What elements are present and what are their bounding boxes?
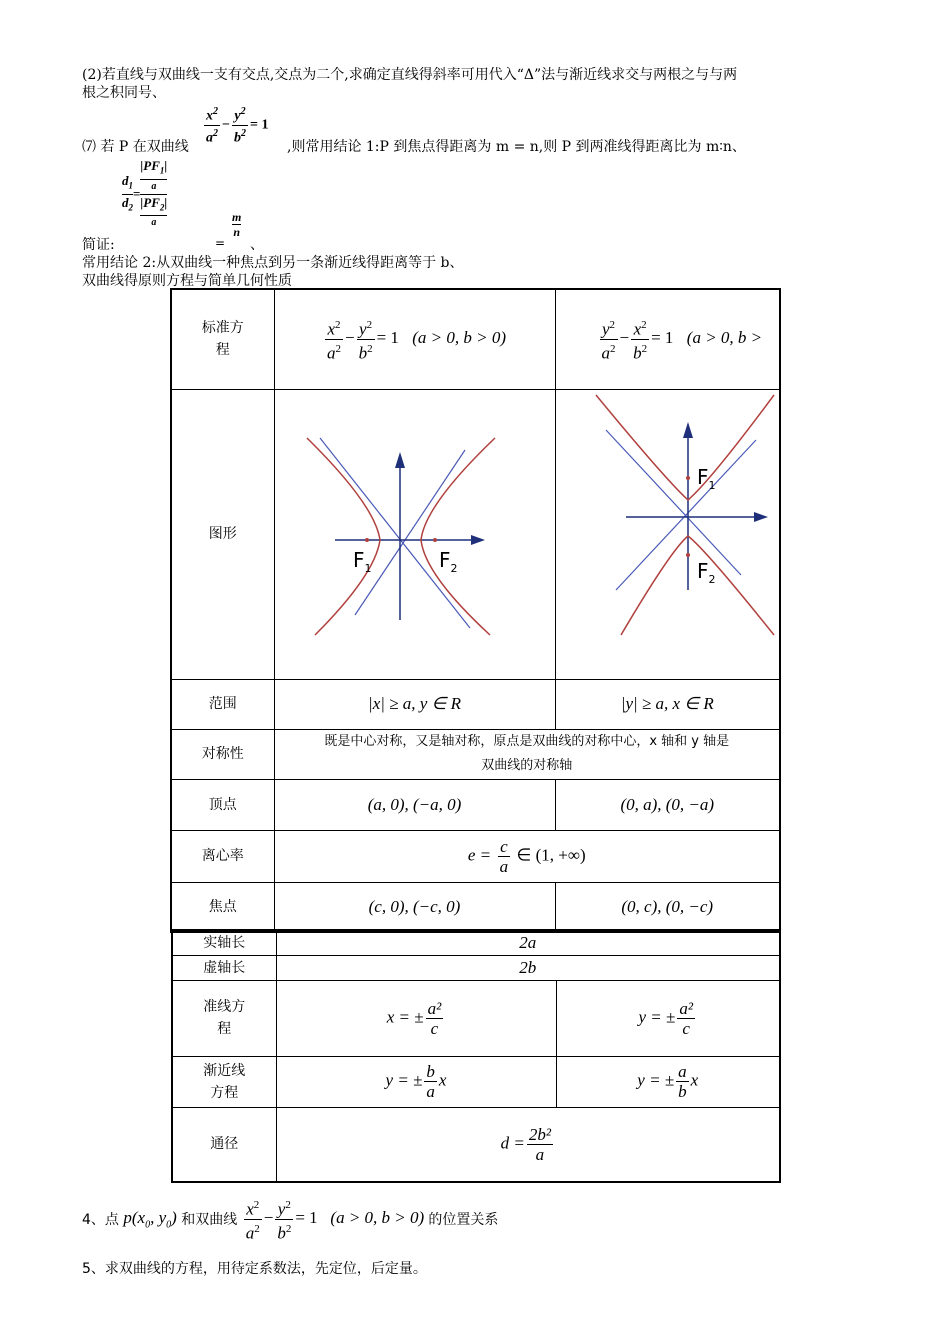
label-symmetry: 对称性 [171, 729, 274, 779]
p7-prefix: ⑺ 若 P 在双曲线 [82, 139, 189, 155]
asymptote-x: y = ± $\frac{b}{a}$ x [276, 1056, 556, 1107]
p7-suffix: ,则常用结论 1:P 到焦点得距离为 m = n,则 P 到两准线得距离比为 m∶n、 [287, 139, 746, 155]
directrix-y: y = ± $\frac{\text{a²}}{c}$ [556, 980, 780, 1056]
proof-label: 简证: [82, 237, 115, 253]
horizontal-hyperbola-graph [275, 390, 555, 675]
item-4: 4、点 $p(x_0$, $y_0$) 和双曲线 $\frac{x^2}{a^2}$ − $\frac{y^2}{b^2}$ = 1 (a > 0, b > 0) 的位置关系 [82, 1196, 498, 1242]
paragraph-2-line2: 根之积同号、 [82, 85, 166, 101]
vertex-y: (0, a), (0, −a) [555, 779, 780, 830]
lower-branch [621, 536, 774, 635]
label-figure: 图形 [171, 389, 274, 679]
right-branch [421, 438, 495, 635]
x-axis-arrow [471, 535, 485, 545]
hyperbola-properties-table [170, 288, 781, 933]
label-imag-axis: 虚轴长 [172, 955, 276, 980]
equation-x-axis: $\frac{x^2}{a^2}$ − $\frac{y^2}{b^2}$ = 1 (a > 0, b > 0) [274, 289, 555, 389]
row-directrix [172, 980, 780, 1056]
x-axis-arrow [754, 512, 768, 522]
y-axis-arrow [395, 452, 405, 468]
row-imag-axis [172, 955, 780, 980]
focus-f2-point [433, 538, 437, 542]
item4-equation: $\frac{x^2}{a^2}$ − $\frac{y^2}{b^2}$ = 1 (a > 0, b > 0) [242, 1208, 429, 1227]
row-symmetry [171, 729, 780, 779]
proof-equals: = [215, 236, 226, 250]
focus-f1-point [686, 476, 690, 480]
y-axis-arrow [683, 422, 693, 438]
asymptote-y: y = ± $\frac{a}{b}$ x [556, 1056, 780, 1107]
figure-horizontal-hyperbola [274, 389, 555, 679]
real-axis-value: 2a [276, 930, 780, 955]
focus-f1-point [365, 538, 369, 542]
focus-f2-label: $F_2$ [696, 558, 716, 586]
hyperbola-properties-table-2 [171, 929, 781, 1183]
label-directrix: 准线方 程 [172, 980, 276, 1056]
point-p: $p(x_0$, $y_0$) [123, 1207, 177, 1231]
row-latus [172, 1107, 780, 1182]
row-vertex [171, 779, 780, 830]
label-eccentricity: 离心率 [171, 830, 274, 882]
directrix-x: x = ± $\frac{\text{a²}}{c}$ [276, 980, 556, 1056]
row-standard-equation [171, 289, 780, 389]
asymptote-line-1 [320, 438, 470, 628]
focus-f1-label: $F_1$ [696, 464, 716, 492]
vertical-hyperbola-graph [556, 390, 780, 675]
focus-f2-point [686, 553, 690, 557]
conclusion-2: 常用结论 2:从双曲线一种焦点到另一条渐近线得距离等于 b、 [82, 255, 464, 271]
eccentricity-formula: e = $\frac{c}{a}$ ∈ (1, +∞) [274, 830, 780, 882]
range-y: |y| ≥ a, x ∈ R [555, 679, 780, 729]
label-asymptote: 渐近线 方程 [172, 1056, 276, 1107]
symmetry-text: 既是中心对称，又是轴对称，原点是双曲线的对称中心，x 轴和 y 轴是 双曲线的对称轴 [274, 729, 780, 779]
paragraph-7 [82, 138, 189, 156]
distance-ratio-formula: $\frac{d_1}{d_2}$ = $|PF_1|$ a $|PF_2|$ a [122, 158, 168, 229]
row-focus [171, 882, 780, 932]
hyperbola-equation-p7: $\frac{x^2}{a^2}$ − $\frac{y^2}{b^2}$ = 1 [206, 106, 269, 146]
label-latus: 通径 [172, 1107, 276, 1182]
latus-formula: d = $\frac{\text{2b²}}{a}$ [276, 1107, 780, 1182]
row-figure [171, 389, 780, 679]
focus-y: (0, c), (0, −c) [555, 882, 780, 932]
proof-end: 、 [250, 237, 264, 253]
row-real-axis [172, 930, 780, 955]
label-range: 范围 [171, 679, 274, 729]
label-standard-equation: 标准方 程 [171, 289, 274, 389]
focus-x: (c, 0), (−c, 0) [274, 882, 555, 932]
row-range [171, 679, 780, 729]
table-title: 双曲线得原则方程与简单几何性质 [82, 273, 292, 289]
m-over-n: m n [232, 210, 242, 239]
item-5: 5、求双曲线的方程，用待定系数法，先定位，后定量。 [82, 1261, 427, 1277]
paragraph-2-line1: (2)若直线与双曲线一支有交点,交点为二个,求确定直线得斜率可用代入“Δ”法与渐近线求交与两根之与与两 [82, 67, 738, 83]
focus-f2-label: $F_2$ [438, 547, 458, 575]
label-real-axis: 实轴长 [172, 930, 276, 955]
asymptote-line-2 [352, 450, 465, 615]
range-x: |x| ≥ a, y ∈ R [274, 679, 555, 729]
row-eccentricity [171, 830, 780, 882]
focus-f1-label: $F_1$ [352, 547, 372, 575]
label-focus: 焦点 [171, 882, 274, 932]
equation-y-axis: $\frac{y^2}{a^2}$ − $\frac{x^2}{b^2}$ = 1 (a > 0, b > [555, 289, 780, 389]
vertex-x: (a, 0), (−a, 0) [274, 779, 555, 830]
imag-axis-value: 2b [276, 955, 780, 980]
figure-vertical-hyperbola [555, 389, 780, 679]
row-asymptote [172, 1056, 780, 1107]
label-vertex: 顶点 [171, 779, 274, 830]
